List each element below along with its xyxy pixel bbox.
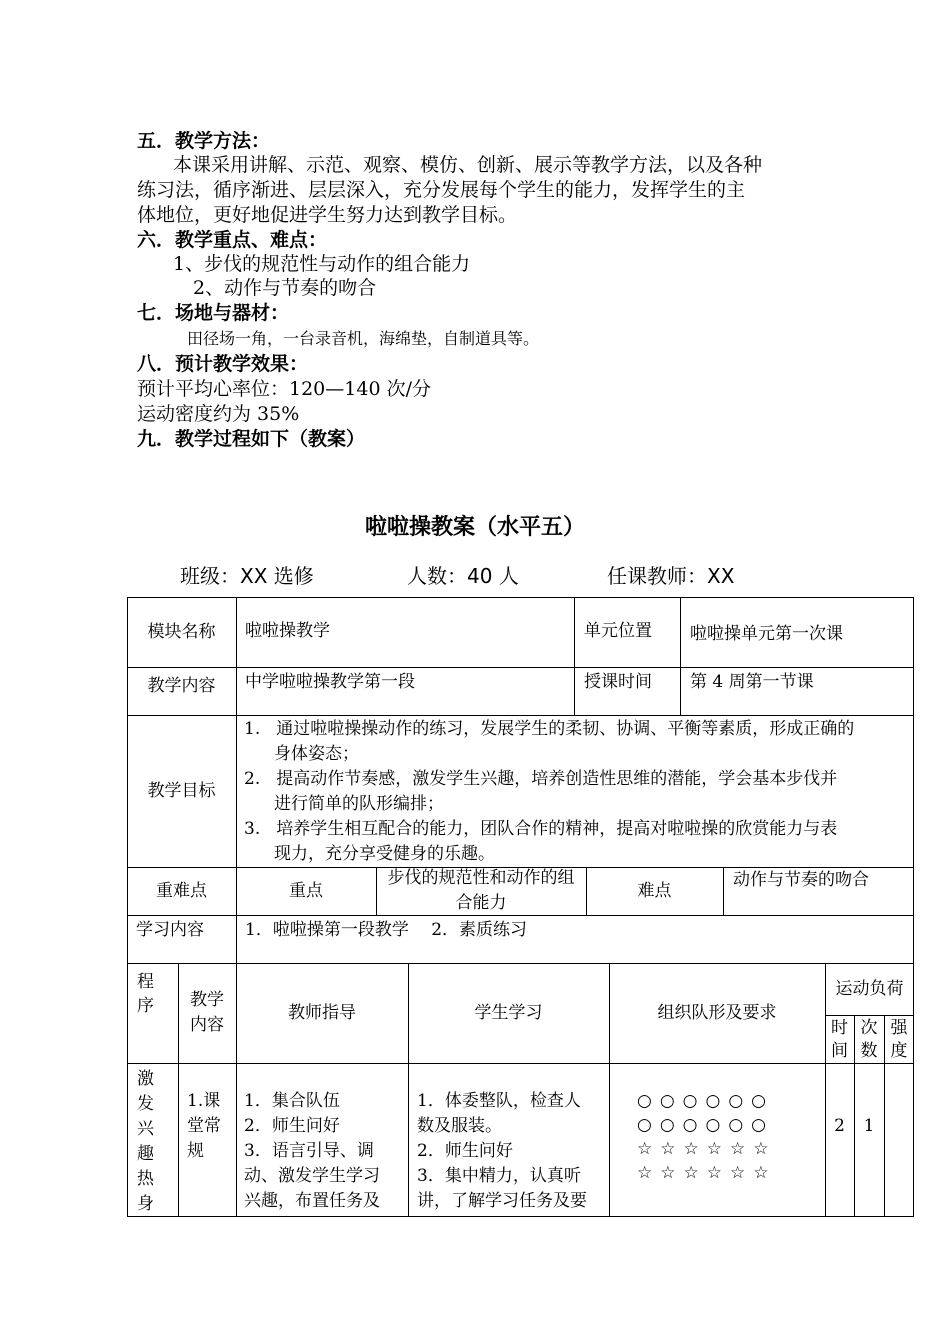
teacher-step-3-cont: 动、激发学生学习 [244,1166,380,1186]
row-teacher-guidance [244,1089,406,1214]
key-point-value: 步伐的规范性和动作的组合能力 [387,868,575,913]
formation-diagram [637,1089,823,1185]
row-time: 2 [834,1116,845,1136]
row-student-learning [417,1089,607,1214]
goal-1-line2: 身体姿态； [274,744,359,764]
section8-heading: 八．预计教学效果： [137,353,309,375]
goal-3-num: 3. [244,819,261,839]
row-sequence: 激发兴趣热身 [137,1069,154,1214]
teacher-step-3-cont2: 兴趣，布置任务及 [244,1191,380,1211]
key-difficulty-label: 重难点 [156,880,207,901]
student-step-3-cont: 讲，了解学习任务及要 [417,1191,587,1211]
header-formation: 组织队形及要求 [657,1002,777,1023]
section5-line3: 体地位，更好地促进学生努力达到教学目标。 [137,204,518,226]
goal-3-line1: 培养学生相互配合的能力，团队合作的精神，提高对啦啦操的欣赏能力与表 [276,819,838,839]
teaching-content-label: 教学内容 [147,675,216,696]
difficulty-label: 难点 [637,880,672,901]
student-step-1: 1．体委整队，检查人 [417,1091,581,1111]
section6-heading: 六．教学重点、难点： [137,229,328,251]
header-teacher-guidance: 教师指导 [288,1002,356,1023]
header-intensity: 强度 [890,1018,908,1061]
plan-teacher: 任课教师：XX [607,564,735,588]
formation-star-row-1: ☆☆☆☆☆☆ [637,1139,777,1159]
formation-star-row-2: ☆☆☆☆☆☆ [637,1163,777,1183]
section5-line1: 本课采用讲解、示范、观察、模仿、创新、展示等教学方法，以及各种 [173,154,763,176]
formation-circle-row-1: ○○○○○○ [637,1091,775,1111]
goal-1-num: 1. [244,719,261,739]
class-time-value: 第 4 周第一节课 [690,672,814,692]
study-content-label: 学习内容 [136,920,204,940]
goal-2-num: 2. [244,769,261,789]
unit-position-label: 单元位置 [584,621,652,641]
study-content-value: 1．啦啦操第一段教学 2．素质练习 [245,920,528,940]
teacher-step-2: 2．师生问好 [244,1116,340,1136]
key-point-label: 重点 [289,880,323,901]
teacher-step-1: 1．集合队伍 [244,1091,340,1111]
goal-item-2 [244,767,912,817]
goal-1-line1: 通过啦啦操操动作的练习，发展学生的柔韧、协调、平衡等素质，形成正确的 [276,719,855,739]
section5-line2: 练习法，循序渐进、层层深入，充分发展每个学生的能力，发挥学生的主 [137,179,746,201]
section9-heading: 九．教学过程如下（教案） [137,428,366,450]
lesson-plan-table [127,597,914,1217]
row-teaching-content: 1.课堂常规 [187,1091,221,1161]
section8-line1: 预计平均心率位：120—140 次/分 [137,378,431,400]
section6-item2: 2、动作与节奏的吻合 [193,277,377,299]
header-teaching-content: 教学内容 [190,990,224,1035]
plan-class: 班级：XX 选修 [180,564,314,588]
header-exercise-load: 运动负荷 [835,978,904,999]
class-time-label: 授课时间 [584,672,652,692]
header-student-learning: 学生学习 [474,1002,543,1023]
teaching-goals-label: 教学目标 [147,780,216,801]
goal-3-line2: 现力，充分享受健身的乐趣。 [274,844,495,864]
difficulty-value: 动作与节奏的吻合 [733,870,869,890]
section8-line2: 运动密度约为 35% [137,403,300,425]
student-step-1-cont: 数及服装。 [417,1116,502,1136]
section7-text: 田径场一角，一台录音机，海绵垫，自制道具等。 [187,329,540,348]
student-step-2: 2．师生问好 [417,1141,513,1161]
unit-position-value: 啦啦操单元第一次课 [690,624,843,644]
header-sequence: 程序 [137,972,154,1016]
plan-student-count: 人数：40 人 [407,564,519,588]
goal-2-line2: 进行简单的队形编排； [274,794,444,814]
goal-2-line1: 提高动作节奏感，激发学生兴趣，培养创造性思维的潜能，学会基本步伐并 [276,769,838,789]
student-step-3: 3．集中精力，认真听 [417,1166,581,1186]
teaching-content-value: 中学啦啦操教学第一段 [245,672,415,692]
header-time: 时间 [831,1018,848,1061]
section5-heading: 五．教学方法： [137,130,271,152]
header-count: 次数 [860,1018,878,1061]
teacher-step-3: 3．语言引导、调 [244,1141,374,1161]
module-name-value: 啦啦操教学 [245,621,330,641]
section6-item1: 1、步伐的规范性与动作的组合能力 [173,253,471,275]
plan-title: 啦啦操教案（水平五） [364,514,585,540]
goal-item-3 [244,817,912,867]
module-name-label: 模块名称 [147,621,216,642]
formation-circle-row-2: ○○○○○○ [637,1115,775,1135]
section7-heading: 七．场地与器材： [137,302,290,324]
goal-item-1 [244,717,912,767]
row-count: 1 [863,1116,875,1136]
